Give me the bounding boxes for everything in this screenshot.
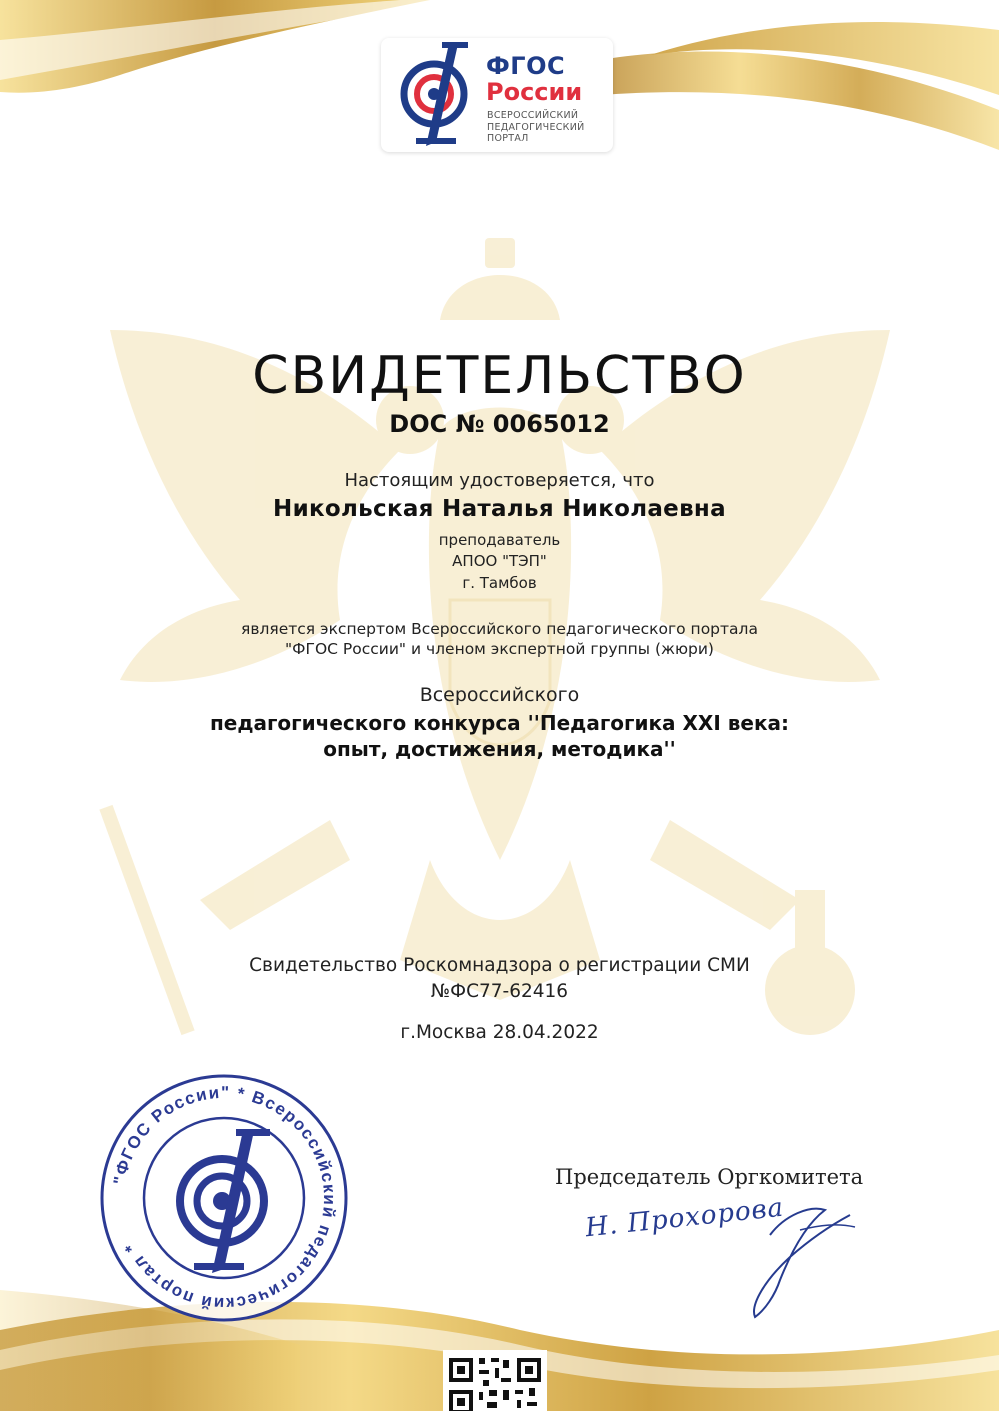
certificate-title: СВИДЕТЕЛЬСТВО xyxy=(252,346,747,406)
organization-stamp xyxy=(92,1073,357,1323)
intro-text: Настоящим удостоверяется, что xyxy=(344,470,655,491)
expert-line-2: "ФГОС России" и членом экспертной группы (жюри) xyxy=(285,640,714,658)
chair-label: Председатель Оргкомитета xyxy=(555,1165,864,1189)
signer-name: Н. Прохорова xyxy=(583,1192,786,1244)
stamp-ring-text: "ФГОС России" * Всероссийский педагогический портал * xyxy=(109,1082,340,1314)
logo-title-line1: ФГОС xyxy=(486,52,566,80)
recipient-position: преподаватель xyxy=(438,531,561,549)
media-registration-line-1: Свидетельство Роскомнадзора о регистрации СМИ xyxy=(249,955,750,976)
logo-subtitle: ВСЕРОССИЙСКИЙ ПЕДАГОГИЧЕСКИЙ ПОРТАЛ xyxy=(487,110,585,144)
contest-name xyxy=(0,710,999,762)
media-registration-number: №ФС77-62416 xyxy=(430,981,569,1002)
recipient-name: Никольская Наталья Николаевна xyxy=(273,496,726,522)
contest-line-2: опыт, достижения, методика'' xyxy=(323,737,676,761)
contest-prefix: Всероссийского xyxy=(419,684,580,706)
media-registration xyxy=(0,953,999,1005)
logo-title-line2: России xyxy=(486,78,583,106)
expert-line-1: является экспертом Всероссийского педагогического портала xyxy=(241,620,758,638)
contest-line-1: педагогического конкурса ''Педагогика XXI века: xyxy=(209,711,790,735)
fgos-logo-icon xyxy=(396,42,476,150)
expert-statement xyxy=(0,619,999,659)
recipient-organization: АПОО "ТЭП" xyxy=(452,552,547,570)
handwritten-signature xyxy=(575,1185,865,1325)
place-and-date: г.Москва 28.04.2022 xyxy=(400,1022,599,1043)
document-number: DOC № 0065012 xyxy=(389,410,610,438)
qr-code[interactable] xyxy=(443,1350,547,1411)
recipient-city: г. Тамбов xyxy=(462,574,537,592)
